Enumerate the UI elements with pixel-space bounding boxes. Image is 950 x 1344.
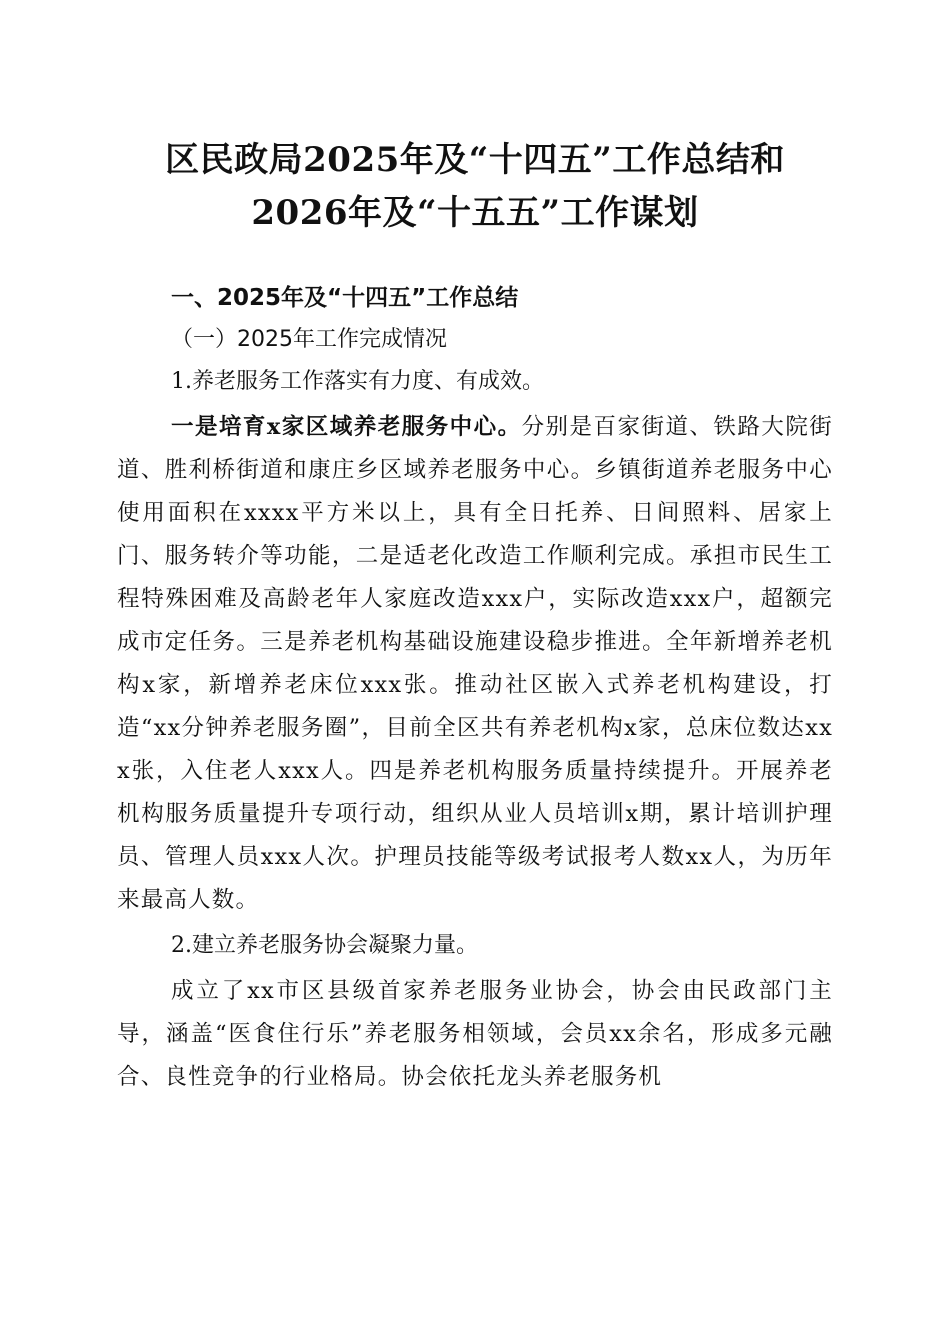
paragraph-2: 成立了xx市区县级首家养老服务业协会，协会由民政部门主导，涵盖“医食住行乐”养老服务相领域，会员xx余名，形成多元融合、良性竞争的行业格局。协会依托龙头养老服务机 [117, 978, 833, 1090]
document-title [90, 134, 860, 240]
title-line-1: 区民政局2025年及“十四五”工作总结和 [165, 140, 785, 180]
section-heading-1: 一、2025年及“十四五”工作总结 [171, 285, 519, 311]
paragraph-1-body: 分别是百家街道、铁路大院街道、胜利桥街道和康庄乡区域养老服务中心。乡镇街道养老服务中心使用面积在xxxx平方米以上，具有全日托养、日间照料、居家上门、服务转介等功能，二是适老化改造工作顺利完成。承担市民生工程特殊困难及高龄老年人家庭改造xxx户，实际改造xxx户，超额完成市定任务。三是养老机构基础设施建设稳步推进。全年新增养老机构x家，新增养老床位xxx张。推动社区嵌入式养老机构建设，打造“xx分钟养老服务圈”，目前全区共有养老机构x家，总床位数达xxx张，入住老人xxx人。四是养老机构服务质量持续提升。开展养老机构服务质量提升专项行动，组织从业人员培训x期，累计培训护理员、管理人员xxx人次。护理员技能等级考试报考人数xx人，为历年来最高人数。 [117, 414, 833, 913]
item-title-2: 2.建立养老服务协会凝聚力量。 [171, 933, 478, 958]
item-title-1: 1.养老服务工作落实有力度、有成效。 [171, 369, 544, 394]
title-line-2: 2026年及“十五五”工作谋划 [251, 193, 699, 233]
paragraph-1 [117, 406, 833, 922]
subsection-heading: （一）2025年工作完成情况 [171, 327, 447, 352]
document-body [117, 280, 833, 1105]
paragraph-1-lead: 一是培育x家区域养老服务中心。 [171, 414, 522, 440]
